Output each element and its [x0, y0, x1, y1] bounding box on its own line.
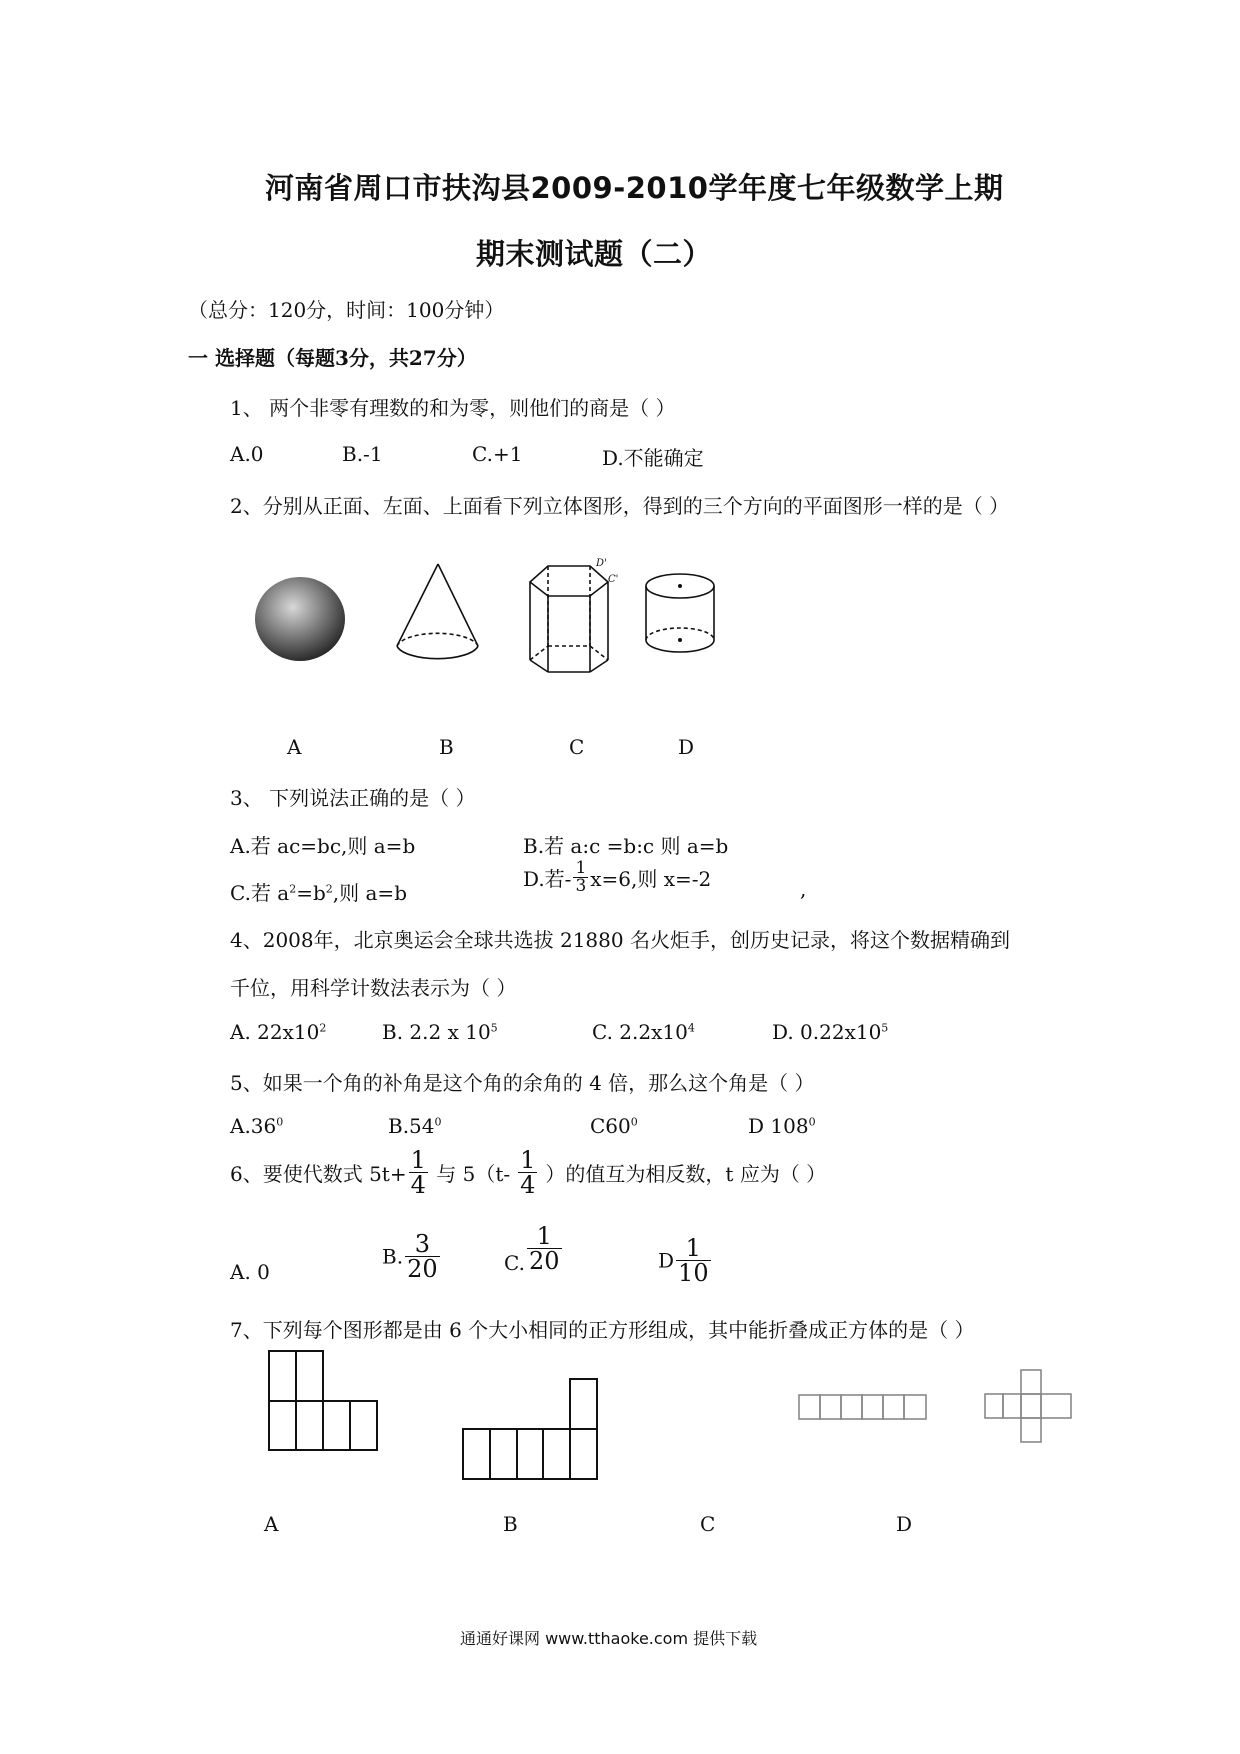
q6-d-fraction [676, 1236, 711, 1285]
q5-a-base: A.36 [230, 1114, 277, 1138]
q3-d-fraction [573, 860, 588, 895]
prism-label-c: C' [608, 574, 619, 585]
q6-option-b [382, 1232, 442, 1281]
q2-figure-cone [392, 562, 492, 682]
q6-c-num: 1 [527, 1224, 562, 1249]
footer-text: 通通好课网 www.tthaoke.com 提供下载 [460, 1629, 758, 1648]
q2-label-d: D [678, 735, 695, 759]
q3-d-num: 1 [575, 858, 587, 878]
q6-option-d [658, 1236, 713, 1285]
q4-option-d [772, 1020, 888, 1044]
q1-option-b: B.-1 [342, 442, 383, 466]
q1-option-d: D.不能确定 [602, 446, 704, 470]
q6-option-a: A. 0 [230, 1260, 270, 1284]
q3-option-a: A.若 ac=bc,则 a=b [230, 834, 416, 858]
q4-b-exp: 5 [490, 1021, 498, 1035]
q6-frac2-den: 4 [520, 1171, 536, 1199]
q6-c-den: 20 [528, 1247, 560, 1275]
q5-d-exp: 0 [808, 1115, 816, 1129]
q6-fraction-1 [409, 1148, 428, 1197]
q1-option-a: A.0 [230, 442, 264, 466]
q6-stem-mid: 与 5（t- [436, 1162, 511, 1186]
q6-d-num: 1 [676, 1236, 711, 1261]
q5-option-d [748, 1114, 816, 1138]
q6-b-den: 20 [407, 1255, 438, 1283]
q2-figure-sphere [252, 572, 352, 672]
q5-d-base: D 108 [748, 1114, 809, 1138]
q4-a-base: A. 22x10 [230, 1020, 320, 1044]
q4-d-exp: 5 [881, 1021, 889, 1035]
q6-frac1-num: 1 [410, 1146, 426, 1174]
q4-option-b [382, 1020, 498, 1044]
q2-stem: 2、分别从正面、左面、上面看下列立体图形，得到的三个方向的平面图形一样的是（ ） [230, 494, 1010, 518]
q5-b-base: B.54 [388, 1114, 435, 1138]
q3-c-sup2: 2 [325, 882, 333, 896]
q3-option-d [523, 860, 711, 895]
q7-label-c: C [700, 1512, 716, 1536]
q3-c-sup1: 2 [289, 882, 297, 896]
exam-info: （总分：120分，时间：100分钟） [188, 298, 505, 322]
q3-option-b: B.若 a:c =b:c 则 a=b [523, 834, 729, 858]
q3-stray-mark: , [800, 877, 807, 901]
q4-stem-line1: 4、2008年，北京奥运会全球共选拔 21880 名火炬手，创历史记录，将这个数据精确到 [230, 928, 1010, 952]
q7-net-d [984, 1368, 1076, 1448]
q4-b-base: B. 2.2 x 10 [382, 1020, 491, 1044]
q2-figure-cylinder [643, 572, 733, 682]
q1-option-c: C.+1 [472, 442, 523, 466]
q3-d-den: 3 [575, 876, 587, 896]
q3-c-mid: =b [296, 881, 326, 905]
q5-a-exp: 0 [276, 1115, 284, 1129]
q6-frac1-den: 4 [410, 1171, 426, 1199]
q4-d-base: D. 0.22x10 [772, 1020, 882, 1044]
prism-label-d: D' [596, 558, 607, 569]
q3-c-post: ,则 a=b [332, 881, 407, 905]
q4-option-a [230, 1020, 326, 1044]
q5-stem: 5、如果一个角的补角是这个角的余角的 4 倍，那么这个角是（ ） [230, 1071, 815, 1095]
q5-c-exp: 0 [630, 1115, 638, 1129]
q7-net-c [798, 1394, 930, 1422]
q5-b-exp: 0 [434, 1115, 442, 1129]
q6-stem-pre: 6、要使代数式 5t+ [230, 1162, 407, 1186]
q4-a-exp: 2 [319, 1021, 327, 1035]
q6-b-fraction [405, 1232, 440, 1281]
q3-c-pre: C.若 a [230, 881, 290, 905]
q7-net-b [462, 1378, 602, 1490]
q2-label-c: C [569, 735, 585, 759]
q3-option-c [230, 877, 407, 906]
q7-label-d: D [896, 1512, 913, 1536]
q6-b-num: 3 [405, 1232, 440, 1257]
page-title-line2: 期末测试题（二） [476, 237, 713, 271]
q3-d-post: x=6,则 x=-2 [590, 867, 712, 891]
q6-d-pre: D [658, 1248, 675, 1273]
q1-stem: 1、 两个非零有理数的和为零，则他们的商是（ ） [230, 396, 676, 420]
q5-option-a [230, 1114, 283, 1138]
q4-c-base: C. 2.2x10 [592, 1020, 688, 1044]
q6-c-pre: C. [504, 1250, 525, 1275]
q6-option-c [504, 1224, 564, 1273]
q2-label-b: B [439, 735, 454, 759]
q6-d-den: 10 [678, 1259, 709, 1287]
q2-figure-hexagonal-prism [528, 560, 638, 690]
q6-stem [230, 1148, 826, 1197]
q6-stem-post: ）的值互为相反数，t 应为（ ） [545, 1162, 827, 1186]
q6-fraction-2 [518, 1148, 537, 1197]
q7-net-a [268, 1350, 378, 1462]
q6-c-fraction [527, 1224, 562, 1273]
q3-d-pre: D.若- [523, 867, 572, 891]
q4-c-exp: 4 [687, 1021, 695, 1035]
q7-label-b: B [503, 1512, 518, 1536]
q4-option-c [592, 1020, 695, 1044]
q3-stem: 3、 下列说法正确的是（ ） [230, 786, 476, 810]
q5-option-c [590, 1114, 638, 1138]
page-title-line1: 河南省周口市扶沟县2009-2010学年度七年级数学上期 [265, 171, 1004, 205]
q4-stem-line2: 千位，用科学计数法表示为（ ） [230, 976, 517, 1000]
q7-label-a: A [264, 1512, 279, 1536]
q7-stem: 7、下列每个图形都是由 6 个大小相同的正方形组成，其中能折叠成正方体的是（ ） [230, 1318, 975, 1342]
q2-label-a: A [287, 735, 302, 759]
q6-frac2-num: 1 [520, 1146, 536, 1174]
section-heading: 一 选择题（每题3分，共27分） [188, 346, 477, 370]
q5-c-base: C60 [590, 1114, 631, 1138]
q5-option-b [388, 1114, 442, 1138]
q6-b-pre: B. [382, 1244, 404, 1269]
